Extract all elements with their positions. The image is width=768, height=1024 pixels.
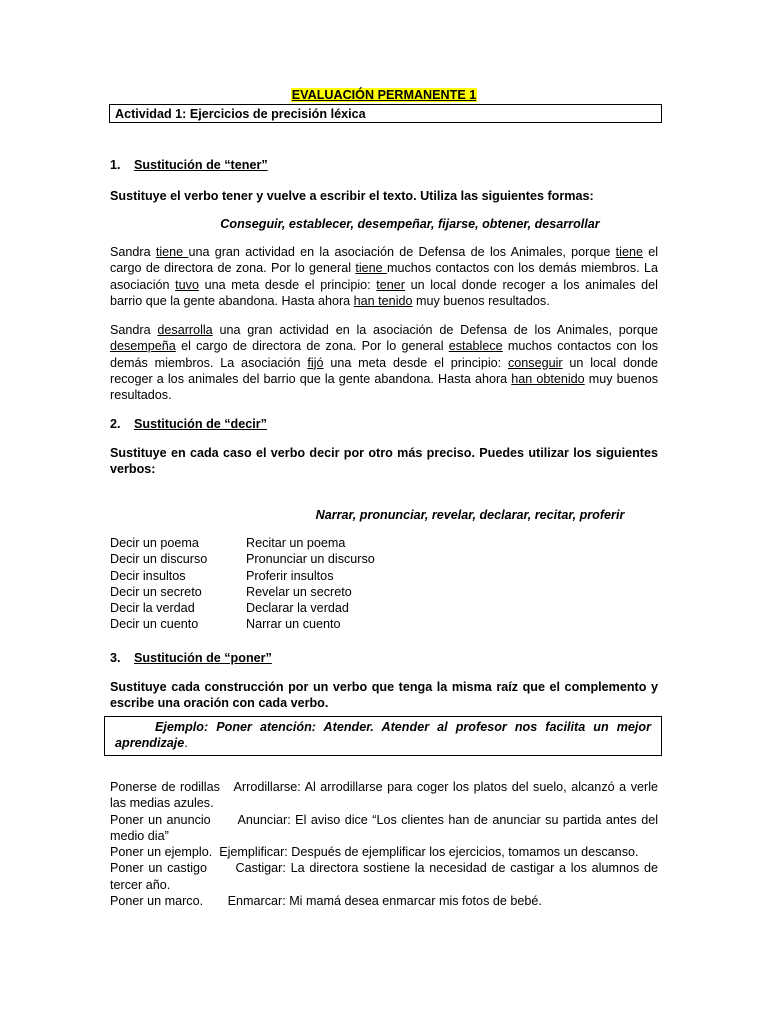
page-title: EVALUACIÓN PERMANENTE 1 (291, 88, 477, 102)
section1-rewritten-paragraph (110, 322, 658, 403)
list-item (110, 844, 658, 860)
section2-instruction: Sustituye en cada caso el verbo decir por otro más preciso. Puedes utilizar los siguientes verbos: (110, 446, 658, 477)
pair-replacement: Revelar un secreto (246, 584, 352, 599)
text-fragment: una meta desde el principio: (323, 355, 508, 370)
text-fragment: muy buenos resultados. (110, 371, 658, 403)
text-fragment: una meta desde el principio: (198, 277, 377, 292)
section3-heading (110, 650, 272, 666)
pair-original: Decir un discurso (110, 552, 208, 567)
title-container (0, 87, 768, 103)
pair-row (110, 568, 375, 584)
item-answer: Ejemplificar: Después de ejemplificar los ejercicios, tomamos un descanso. (219, 845, 639, 860)
section1-title: Sustitución de “tener” (134, 158, 268, 172)
text-fragment: un local donde recoger a los animales del barrio que la gente abandona. Hasta ahora (110, 355, 658, 386)
underlined-verb: tiene (355, 261, 388, 276)
section2-forms: Narrar, pronunciar, revelar, declarar, recitar, proferir (315, 508, 625, 522)
section2-heading (110, 416, 267, 432)
list-item (110, 860, 658, 893)
text-fragment: Sandra (110, 245, 156, 259)
pair-replacement: Proferir insultos (246, 568, 334, 583)
pair-original: Decir la verdad (110, 601, 195, 616)
underlined-verb: han tenido (353, 293, 413, 308)
underlined-verb: establece (448, 339, 503, 354)
underlined-verb: tener (376, 277, 405, 292)
text-fragment: el cargo de directora de zona. Por lo general (175, 339, 449, 354)
underlined-verb: tiene (615, 245, 643, 259)
pair-original: Decir un cuento (110, 617, 199, 632)
pair-replacement: Narrar un cuento (246, 617, 341, 632)
list-item (110, 812, 658, 845)
pair-replacement: Recitar un poema (246, 536, 346, 550)
text-fragment: el cargo de directora de zona. Por lo general (110, 245, 659, 276)
item-answer: Anunciar: El aviso dice “Los clientes han de anunciar su partida antes del medio dia” (110, 812, 658, 843)
section2-title: Sustitución de “decir” (134, 417, 267, 431)
underlined-verb: desarrolla (157, 323, 213, 337)
item-term: Poner un ejemplo. (110, 845, 213, 860)
text-fragment: muchos contactos con los demás miembros. La asociación (110, 339, 659, 370)
item-answer: Arrodillarse: Al arrodillarse para coger los platos del suelo, alcanzó a verle las medias azules. (110, 780, 658, 811)
underlined-verb: conseguir (507, 355, 563, 370)
underlined-verb: desempeña (110, 339, 176, 354)
underlined-verb: tiene (155, 245, 189, 259)
section3-instruction: Sustituye cada construcción por un verbo que tenga la misma raíz que el complemento y escribe una oración con cada verbo. (110, 680, 658, 711)
section2-pairs (110, 535, 375, 633)
pair-row (110, 584, 375, 600)
activity-box: Actividad 1: Ejercicios de precisión léxica (109, 104, 662, 123)
section1-original-paragraph (110, 244, 658, 309)
item-term: Poner un castigo (110, 861, 208, 876)
example-box (104, 716, 662, 756)
section3-items (110, 779, 658, 909)
pair-row (110, 551, 375, 567)
item-answer: Enmarcar: Mi mamá desea enmarcar mis fotos de bebé. (227, 894, 542, 909)
section3-number: 3. (110, 651, 121, 665)
pair-row (110, 600, 375, 616)
list-item (110, 779, 658, 812)
item-answer: Castigar: La directora sostiene la necesidad de castigar a los alumnos de tercer año. (110, 861, 659, 892)
list-item (110, 893, 658, 909)
text-fragment: Sandra (110, 323, 158, 337)
underlined-verb: han obtenido (511, 371, 585, 386)
section1-heading (110, 157, 268, 173)
pair-row (110, 535, 375, 551)
section3-title: Sustitución de “poner” (134, 651, 272, 665)
text-fragment: muchos contactos con los demás miembros. La asociación (110, 261, 658, 292)
item-term: Poner un marco. (110, 894, 204, 909)
underlined-verb: fijó (307, 355, 324, 370)
example-period: . (184, 736, 188, 751)
text-fragment: muy buenos resultados. (412, 293, 550, 308)
pair-original: Decir insultos (110, 568, 186, 583)
section1-forms: Conseguir, establecer, desempeñar, fijarse, obtener, desarrollar (220, 217, 600, 231)
item-term: Poner un anuncio (110, 812, 211, 827)
text-fragment: un local donde recoger a los animales del barrio que la gente abandona. Hasta ahora (110, 277, 658, 308)
example-text: Ejemplo: Poner atención: Atender. Atender al profesor nos facilita un mejor aprendizaje (115, 720, 651, 751)
pair-replacement: Pronunciar un discurso (246, 552, 375, 567)
text-fragment: una gran actividad en la asociación de Defensa de los Animales, porque (188, 245, 616, 259)
text-fragment: una gran actividad en la asociación de Defensa de los Animales, porque (212, 323, 659, 337)
section2-number: 2. (110, 417, 121, 431)
item-term: Ponerse de rodillas (110, 780, 220, 794)
underlined-verb: tuvo (175, 277, 199, 292)
section1-number: 1. (110, 158, 121, 172)
pair-original: Decir un secreto (110, 584, 202, 599)
pair-original: Decir un poema (110, 536, 199, 550)
pair-replacement: Declarar la verdad (246, 601, 349, 616)
pair-row (110, 616, 375, 632)
section1-instruction: Sustituye el verbo tener y vuelve a escribir el texto. Utiliza las siguientes formas: (110, 189, 594, 203)
